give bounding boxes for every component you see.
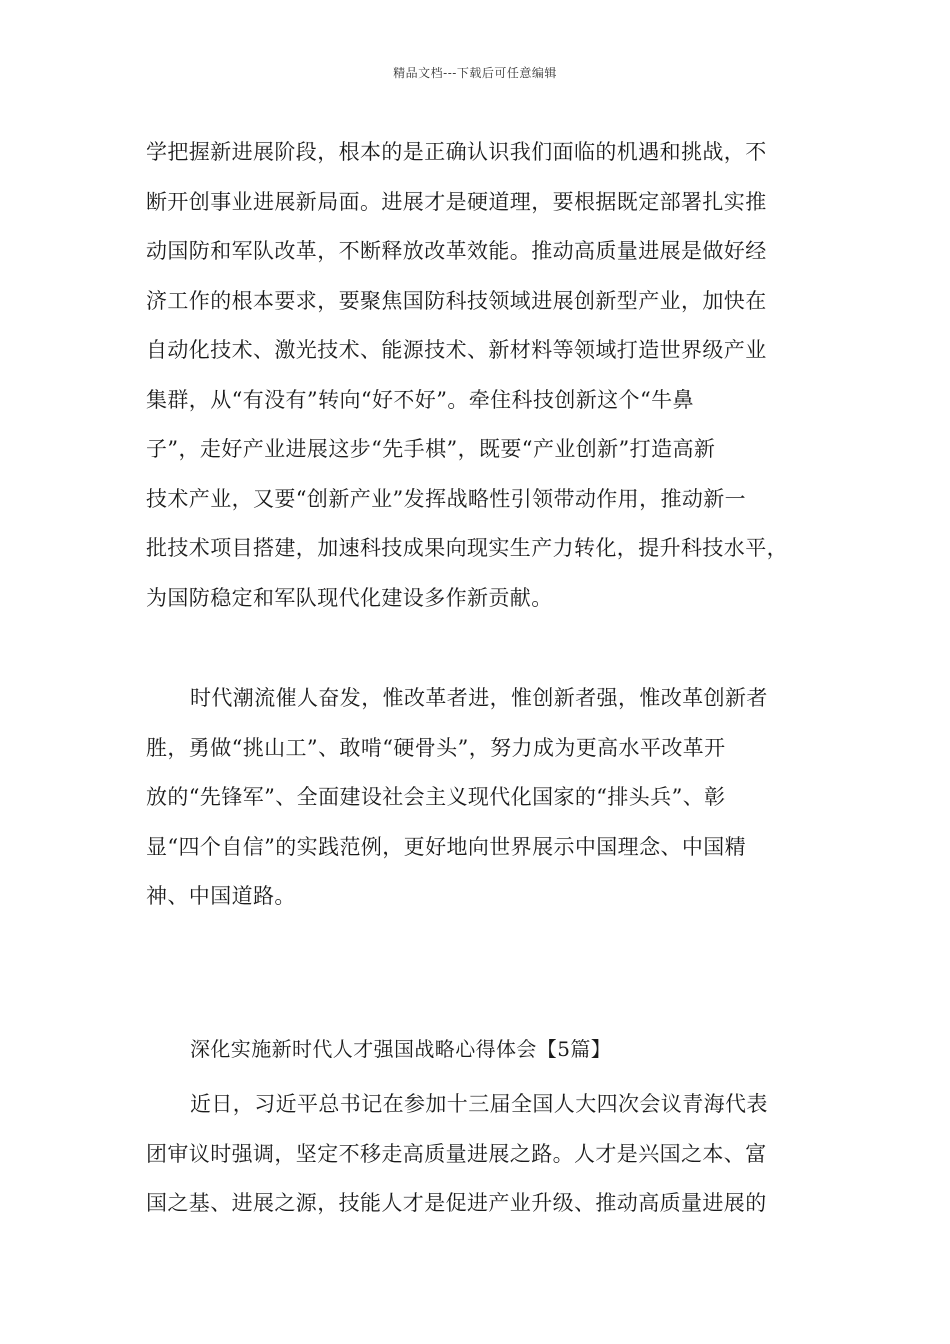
paragraph-2 [146,674,806,922]
text-line: 胜，勇做“挑山工”、敢啃“硬骨头”，努力成为更高水平改革开 [146,735,726,760]
text-line: 团审议时强调，坚定不移走高质量进展之路。人才是兴国之本、富 [146,1141,767,1166]
section-title-block [146,1034,806,1064]
text-line: 放的“先锋军”、全面建设社会主义现代化国家的“排头兵”、彰 [146,785,726,809]
paragraph-1 [146,128,806,623]
text-line: 显“四个自信”的实践范例，更好地向世界展示中国理念、中国精 [146,834,747,859]
text-line: 批技术项目搭建，加速科技成果向现实生产力转化，提升科技水平， [146,536,788,560]
text-line: 学把握新进展阶段，根本的是正确认识我们面临的机遇和挑战，不 [146,140,767,164]
text-line: 自动化技术、激光技术、能源技术、新材料等领域打造世界级产业 [146,338,767,362]
text-line: 子”，走好产业进展这步“先手棋”，既要“产业创新”打造高新 [146,437,716,461]
text-line: 国之基、进展之源，技能人才是促进产业升级、推动高质量进展的 [146,1191,767,1215]
text-line: 时代潮流催人奋发，惟改革者进，惟创新者强，惟改革创新者 [190,686,768,710]
text-line: 断开创事业进展新局面。进展才是硬道理，要根据既定部署扎实推 [146,189,767,214]
text-line: 动国防和军队改革，不断释放改革效能。推动高质量进展是做好经 [146,239,767,263]
text-line: 近日，习近平总书记在参加十三届全国人大四次会议青海代表 [190,1092,768,1116]
document-header: 精品文档---下载后可任意编辑 [393,66,557,80]
section-title: 深化实施新时代人才强国战略心得体会【5篇】 [190,1037,612,1061]
text-line: 济工作的根本要求，要聚焦国防科技领域进展创新型产业，加快在 [146,288,767,313]
paragraph-3 [146,1080,806,1229]
text-line: 集群，从“有没有”转向“好不好”。牵住科技创新这个“牛鼻 [146,387,694,412]
text-line: 技术产业，又要“创新产业”发挥战略性引领带动作用，推动新一 [146,486,747,511]
text-line: 神、中国道路。 [146,884,296,908]
text-line: 为国防稳定和军队现代化建设多作新贡献。 [146,585,553,610]
